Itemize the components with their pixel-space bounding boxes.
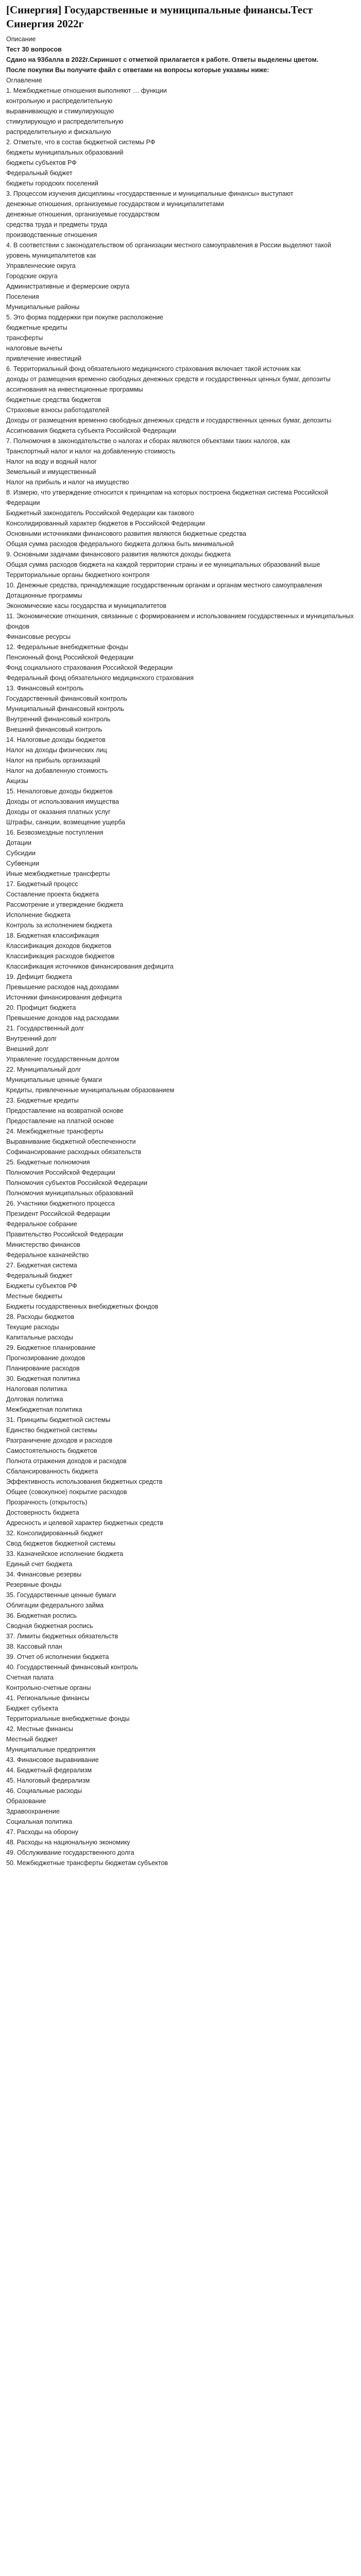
document-line: 49. Обслуживание государственного долга: [6, 1849, 134, 1856]
document-line: 24. Межбюджетные трансферты: [6, 1128, 104, 1135]
document-line: Эффективность использования бюджетных средств: [6, 1478, 163, 1485]
document-line: Дотации: [6, 839, 31, 846]
document-line: Доходы от размещения временно свободных денежных средств и государственных ценных бумаг, депозиты: [6, 417, 332, 424]
document-line: 20. Профицит бюджета: [6, 1004, 76, 1011]
document-line: Налог на воду и водный налог: [6, 458, 97, 465]
document-line: 50. Межбюджетные трансферты бюджетам субъектов: [6, 1859, 168, 1867]
document-line: Прогнозирование доходов: [6, 1354, 85, 1362]
document-line: Исполнение бюджета: [6, 911, 71, 919]
document-line: 10. Денежные средства, принадлежащие государственным органам и органам местного самоуправления: [6, 582, 322, 589]
document-line: Облигации федерального займа: [6, 1602, 104, 1609]
document-line: Планирование расходов: [6, 1365, 80, 1372]
document-line: 34. Финансовые резервы: [6, 1571, 82, 1578]
document-line: Городские округа: [6, 273, 58, 280]
document-line: 11. Экономические отношения, связанные с формированием и использованием государственных и муниципальных фондов: [6, 613, 354, 630]
document-line: Субсидии: [6, 850, 36, 857]
document-line: Административные и фермерские округа: [6, 283, 130, 290]
document-line: 27. Бюджетная система: [6, 1262, 77, 1269]
document-line: Сбалансированность бюджета: [6, 1468, 98, 1475]
document-line: 18. Бюджетная классификация: [6, 932, 99, 939]
page-title: [Синергия] Государственные и муниципальные финансы.Тест Синергия 2022г: [6, 4, 313, 30]
document-line: Федеральное казначейство: [6, 1251, 89, 1259]
document-line: Общая сумма расходов бюджета на каждой территории страны и ее муниципальных образований выше: [6, 561, 320, 568]
document-line: Земельный и имущественный: [6, 468, 96, 476]
document-line: 4. В соответствии с законодательством об организации местного самоуправления в России выделяют такой уровень муниципалитетов как: [6, 242, 331, 259]
document-line: 35. Государственные ценные бумаги: [6, 1591, 116, 1599]
document-line: Федеральный фонд обязательного медицинского страхования: [6, 674, 194, 682]
document-line: 23. Бюджетные кредиты: [6, 1097, 79, 1104]
score-note: Сдано на 93балла в 2022г.Скриншот с отметкой прилагается к работе. Ответы выделены цветом.: [6, 56, 319, 63]
document-line: Субвенции: [6, 860, 40, 867]
test-size: Тест 30 вопросов: [6, 46, 62, 53]
document-line: бюджетные средства бюджетов: [6, 396, 101, 403]
document-line: трансферты: [6, 334, 43, 342]
document-line: производственные отношения: [6, 231, 97, 239]
document-line: Превышение расходов над доходами: [6, 984, 119, 991]
document-line: 47. Расходы на оборону: [6, 1828, 78, 1836]
document-line: Классификация расходов бюджетов: [6, 953, 115, 960]
document-line: 2. Отметьте, что в состав бюджетной системы РФ: [6, 139, 156, 146]
document-line: Федеральное собрание: [6, 1221, 77, 1228]
document-line: 15. Неналоговые доходы бюджетов: [6, 788, 113, 795]
document-line: 31. Принципы бюджетной системы: [6, 1416, 111, 1423]
document-line: 33. Казначейское исполнение бюджета: [6, 1550, 124, 1557]
document-line: выравнивающую и стимулирующую: [6, 108, 114, 115]
document-line: Полномочия муниципальных образований: [6, 1190, 133, 1197]
document-line: Единый счет бюджета: [6, 1561, 73, 1568]
document-line: Бюджет субъекта: [6, 1705, 58, 1712]
document-line: Муниципальные ценные бумаги: [6, 1076, 102, 1083]
document-line: Муниципальные предприятия: [6, 1746, 96, 1753]
document-line: Бюджеты государственных внебюджетных фондов: [6, 1303, 159, 1310]
document-line: 9. Основными задачами финансового развития являются доходы бюджета: [6, 551, 231, 558]
document-line: Контрольно-счетные органы: [6, 1684, 91, 1691]
document-line: Контроль за исполнением бюджета: [6, 922, 112, 929]
document-line: Местный бюджет: [6, 1736, 58, 1743]
document-line: 43. Финансовое выравнивание: [6, 1756, 99, 1764]
document-line: Дотационные программы: [6, 592, 82, 599]
document-line: Муниципальные районы: [6, 303, 80, 311]
document-line: Территориальные внебюджетные фонды: [6, 1715, 130, 1722]
document-line: 36. Бюджетная роспись: [6, 1612, 77, 1619]
document-line: Общее (совокупное) покрытие расходов: [6, 1488, 127, 1496]
document-line: бюджеты городских поселений: [6, 180, 98, 187]
document-line: 42. Местные финансы: [6, 1725, 73, 1733]
document-line: Полномочия Российской Федерации: [6, 1169, 115, 1176]
document-line: денежные отношения, организуемые государством: [6, 211, 160, 218]
document-line: Территориальные органы бюджетного контроля: [6, 571, 150, 579]
document-line: Предоставление на платной основе: [6, 1117, 114, 1125]
document-line: 30. Бюджетная политика: [6, 1375, 80, 1382]
document-line: Свод бюджетов бюджетной системы: [6, 1540, 116, 1547]
document-line: 32. Консолидированный бюджет: [6, 1530, 104, 1537]
document-line: Классификация доходов бюджетов: [6, 942, 112, 950]
document-line: Общая сумма расходов федерального бюджета должна быть минимальной: [6, 540, 234, 548]
document-line: Налог на прибыль и налог на имущество: [6, 479, 129, 486]
document-line: 25. Бюджетные полномочия: [6, 1159, 90, 1166]
document-line: 8. Измерю, что утверждение относится к принципам на которых построена бюджетная система Российской Федерации: [6, 489, 329, 506]
document-line: 26. Участники бюджетного процесса: [6, 1200, 115, 1207]
document-line: Доходы от оказания платных услуг: [6, 808, 111, 816]
document-line: Разграничение доходов и расходов: [6, 1437, 113, 1444]
description-label: Описание: [6, 36, 36, 43]
document-line: Поселения: [6, 293, 39, 300]
document-line: стимулирующую и распределительную: [6, 118, 124, 125]
document-line: 46. Социальные расходы: [6, 1787, 82, 1794]
document-line: Президент Российской Федерации: [6, 1210, 110, 1217]
document-line: Выравнивание бюджетной обеспеченности: [6, 1138, 136, 1145]
document-line: Счетная палата: [6, 1674, 54, 1681]
document-line: доходы от размещения временно свободных денежных средств и государственных ценных бумаг, депозиты: [6, 376, 331, 383]
document-line: Иные межбюджетные трансферты: [6, 870, 110, 877]
document-line: 12. Федеральные внебюджетные фонды: [6, 643, 128, 651]
document-line: 5. Это форма поддержки при покупке расположение: [6, 314, 163, 321]
document-line: Налог на добавленную стоимость: [6, 767, 108, 774]
document-line: Бюджеты субъектов РФ: [6, 1282, 77, 1290]
document-line: налоговые вычеты: [6, 345, 62, 352]
document-line: Ассигнования бюджета субъекта Российской Федерации: [6, 427, 176, 434]
document-line: Самостоятельность бюджетов: [6, 1447, 97, 1454]
document-line: 6. Территориальный фонд обязательного медицинского страхования включает такой источник как: [6, 365, 301, 372]
document-line: 48. Расходы на национальную экономику: [6, 1839, 130, 1846]
document-line: Местные бюджеты: [6, 1293, 62, 1300]
document-line: 14. Налоговые доходы бюджетов: [6, 736, 106, 743]
purchase-note: После покупки Вы получите файл с ответами на вопросы которые указаны ниже:: [6, 66, 269, 74]
document-line: Составление проекта бюджета: [6, 891, 99, 898]
document-line: 40. Государственный финансовый контроль: [6, 1664, 138, 1671]
document-line: Социальная политика: [6, 1818, 73, 1825]
document-line: бюджеты муниципальных образований: [6, 149, 124, 156]
document-line: Налоговая политика: [6, 1385, 67, 1393]
document-line: Софинансирование расходных обязательств: [6, 1148, 142, 1156]
document-line: Здравоохранение: [6, 1808, 60, 1815]
document-line: Полнота отражения доходов и расходов: [6, 1458, 127, 1465]
document-line: Внешний долг: [6, 1045, 49, 1053]
document-line: Сводная бюджетная роспись: [6, 1622, 93, 1630]
document-line: Долговая политика: [6, 1396, 63, 1403]
document-line: 29. Бюджетное планирование: [6, 1344, 96, 1351]
document-line: Штрафы, санкции, возмещение ущерба: [6, 819, 126, 826]
document-line: Классификация источников финансирования дефицита: [6, 963, 174, 970]
document-line: Внешний финансовый контроль: [6, 726, 102, 733]
document-line: 1. Межбюджетные отношения выполняют … функции: [6, 87, 167, 94]
document-line: Правительство Российской Федерации: [6, 1231, 124, 1238]
document-line: Текущие расходы: [6, 1324, 59, 1331]
document-line: Превышение доходов над расходами: [6, 1014, 119, 1022]
document-line: Рассмотрение и утверждение бюджета: [6, 901, 124, 908]
document-line: Пенсионный фонд Российской Федерации: [6, 654, 134, 661]
document-line: 22. Муниципальный долг: [6, 1066, 81, 1073]
document-line: Налог на прибыль организаций: [6, 757, 100, 764]
document-line: Кредиты, привлеченные муниципальным образованием: [6, 1087, 175, 1094]
document-line: 7. Полномочия в законодательстве о налогах и сборах являются объектами таких налогов, как: [6, 437, 290, 445]
document-line: 37. Лимиты бюджетных обязательств: [6, 1633, 118, 1640]
document-line: распределительную и фискальную: [6, 128, 111, 135]
document-line: Полномочия субъектов Российской Федерации: [6, 1179, 148, 1187]
document-line: Управление государственным долгом: [6, 1056, 119, 1063]
document-line: Внутренний финансовый контроль: [6, 716, 111, 723]
document-line: Адресность и целевой характер бюджетных средств: [6, 1519, 163, 1527]
document-line: Фонд социального страхования Российской Федерации: [6, 664, 173, 671]
document-line: бюджеты субъектов РФ: [6, 159, 77, 166]
document-line: Страховые взносы работодателей: [6, 406, 109, 414]
document-line: Федеральный бюджет: [6, 170, 73, 177]
document-line: контрольную и распределительную: [6, 97, 113, 105]
question-list: [6, 75, 355, 1868]
document-line: Бюджетный законодатель Российской Федерации как такового: [6, 510, 194, 517]
document-line: Капитальные расходы: [6, 1334, 73, 1341]
document-line: 44. Бюджетный федерализм: [6, 1767, 92, 1774]
document-line: 38. Кассовый план: [6, 1643, 62, 1650]
document-line: бюджетные кредиты: [6, 324, 67, 331]
document-line: Единство бюджетной системы: [6, 1427, 97, 1434]
document-line: 13. Финансовый контроль: [6, 685, 84, 692]
document-line: ассигнования на инвестиционные программы: [6, 386, 143, 393]
document-line: Межбюджетная политика: [6, 1406, 82, 1413]
document-line: 28. Расходы бюджетов: [6, 1313, 75, 1320]
document-line: средства труда и предметы труда: [6, 221, 108, 228]
document-line: Федеральный бюджет: [6, 1272, 73, 1279]
document-line: Экономические касы государства и муниципалитетов: [6, 602, 167, 609]
document-line: Достоверность бюджета: [6, 1509, 79, 1516]
document-line: 45. Налоговый федерализм: [6, 1777, 90, 1784]
document-line: Доходы от использования имущества: [6, 798, 119, 805]
document-line: 41. Региональные финансы: [6, 1694, 90, 1702]
document-line: Государственный финансовый контроль: [6, 695, 127, 702]
document-line: 39. Отчет об исполнении бюджета: [6, 1653, 109, 1660]
document-line: Внутренний долг: [6, 1035, 57, 1042]
document-line: 21. Государственный долг: [6, 1025, 84, 1032]
document-line: Акцизы: [6, 777, 28, 785]
document-line: 16. Безвозмездные поступления: [6, 829, 104, 836]
document-line: 19. Дефицит бюджета: [6, 973, 72, 980]
document-line: Муниципальный финансовый контроль: [6, 705, 124, 713]
document-line: денежные отношения, организуемые государством и муниципалитетами: [6, 200, 224, 208]
document-line: Предоставление на возвратной основе: [6, 1107, 124, 1114]
document-line: Источники финансирования дефицита: [6, 994, 122, 1001]
document-line: Основными источниками финансового развития являются бюджетные средства: [6, 530, 247, 537]
document-line: Министерство финансов: [6, 1241, 80, 1248]
document-line: Финансовые ресурсы: [6, 633, 71, 640]
document-line: Резервные фонды: [6, 1581, 62, 1588]
document-line: Образование: [6, 1798, 46, 1805]
document-line: Прозрачность (открытость): [6, 1499, 88, 1506]
document-line: Консолидированный характер бюджетов в Российской Федерации: [6, 520, 205, 527]
document-line: Налог на доходы физических лиц: [6, 747, 107, 754]
document-line: Управленческие округа: [6, 262, 76, 269]
document-line: Оглавление: [6, 77, 42, 84]
document-line: привлечение инвестиций: [6, 355, 82, 362]
document-line: Транспортный налог и налог на добавленную стоимость: [6, 448, 176, 455]
document-line: 3. Процессом изучения дисциплины «государственные и муниципальные финансы» выступают: [6, 190, 294, 197]
document-line: 17. Бюджетный процесс: [6, 880, 78, 888]
